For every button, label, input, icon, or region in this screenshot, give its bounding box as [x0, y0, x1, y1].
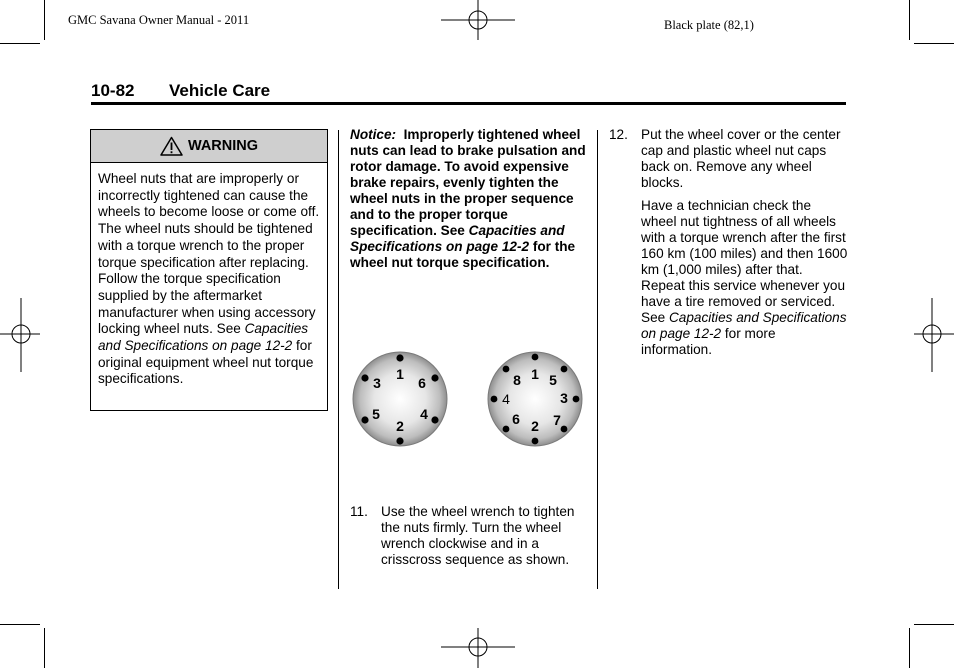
warning-header [91, 130, 327, 163]
step-text: Put the wheel cover or the center cap and plastic wheel nut caps back on. Remove any wheel blocks. [641, 127, 841, 190]
lug-nut [431, 416, 438, 423]
section-title: Vehicle Care [169, 81, 271, 100]
crop-mark [0, 624, 40, 625]
lug-label: 6 [418, 375, 426, 391]
warning-text: Wheel nuts that are improperly or incorrectly tightened can cause the wheels to become loose or come off. The wheel nuts should be tightened with a torque wrench to the proper torque specification after replacing. Follow the torque specification supplied by the aftermarket manufacturer when using accessory locking wheel nuts. See Capacities and Specifications on page 12-2 for original equipment wheel nut torque specifications. [98, 171, 320, 387]
wheel-6-lug [353, 352, 447, 446]
section-heading [91, 81, 270, 101]
column-divider [338, 130, 339, 589]
lug-nut [503, 366, 510, 373]
cross-reference: Capacities and Specifications on page 12-2 [98, 321, 309, 354]
lug-nut [561, 366, 568, 373]
column-divider [597, 130, 598, 589]
lug-label: 6 [512, 411, 520, 427]
lug-nut [396, 354, 403, 361]
lug-label: 2 [396, 418, 404, 434]
warning-box [90, 129, 328, 411]
lug-nut [361, 374, 368, 381]
crop-mark [914, 624, 954, 625]
lug-nut [561, 426, 568, 433]
tech-check-paragraph: Have a technician check the wheel nut tightness of all wheels with a torque wrench after the first 160 km (100 miles) and then 1600 km (1,000 miles) after that. Repeat this service whenever you have a tire removed or serviced. See Capacities and Specifications on page 12-2 for more information. [641, 198, 848, 357]
lug-label: 5 [549, 372, 557, 388]
lug-label: 4 [502, 391, 510, 407]
registration-mark-right [914, 298, 954, 372]
lug-nut [532, 438, 539, 445]
lug-nut [431, 374, 438, 381]
heading-rule [91, 102, 846, 105]
lug-label: 3 [560, 390, 568, 406]
registration-mark-bottom [441, 628, 515, 668]
plate-label: Black plate (82,1) [664, 18, 754, 32]
step-number: 12. [609, 127, 628, 142]
wheel-8-lug [488, 352, 582, 446]
lug-nut [573, 396, 580, 403]
cross-reference: Capacities and Specifications on page 12-2 [641, 310, 847, 341]
registration-mark-left [0, 298, 40, 372]
crop-mark [909, 0, 910, 40]
step-12 [609, 127, 849, 193]
lug-label: 8 [513, 372, 521, 388]
crop-mark [44, 0, 45, 40]
lug-nut [361, 416, 368, 423]
step-number: 11. [350, 504, 368, 519]
lug-label: 3 [373, 375, 381, 391]
page-number: 10-82 [91, 81, 135, 100]
step-text: Use the wheel wrench to tighten the nuts firmly. Turn the wheel wrench clockwise and in a crisscross sequence as shown. [381, 504, 575, 567]
lug-nut [491, 396, 498, 403]
lug-label: 1 [396, 366, 404, 382]
registration-mark-top [441, 0, 515, 40]
warning-triangle-icon [160, 136, 183, 156]
crop-mark [0, 43, 40, 44]
wheel-nut-sequence-diagram [340, 340, 596, 460]
step-11 [350, 504, 586, 586]
running-header-title: GMC Savana Owner Manual - 2011 [68, 13, 250, 27]
lug-label: 4 [420, 406, 428, 422]
lug-nut [396, 437, 403, 444]
crop-mark [914, 43, 954, 44]
lug-nut [503, 426, 510, 433]
lug-label: 5 [372, 406, 380, 422]
notice-paragraph: Notice: Improperly tightened wheel nuts can lead to brake pulsation and rotor damage. To avoid expensive brake repairs, evenly tighten the wheel nuts in the proper sequence and to the proper torque specification. See Capacities and Specifications on page 12-2 for the wheel nut torque specification. [350, 127, 590, 270]
lug-label: 2 [531, 418, 539, 434]
lug-label: 1 [531, 366, 539, 382]
lug-label: 7 [553, 412, 561, 428]
lug-nut [532, 354, 539, 361]
crop-mark [44, 628, 45, 668]
cross-reference: Capacities and Specifications on page 12-2 [350, 223, 565, 254]
warning-heading: WARNING [187, 138, 259, 154]
crop-mark [909, 628, 910, 668]
notice-label: Notice: [350, 127, 397, 142]
